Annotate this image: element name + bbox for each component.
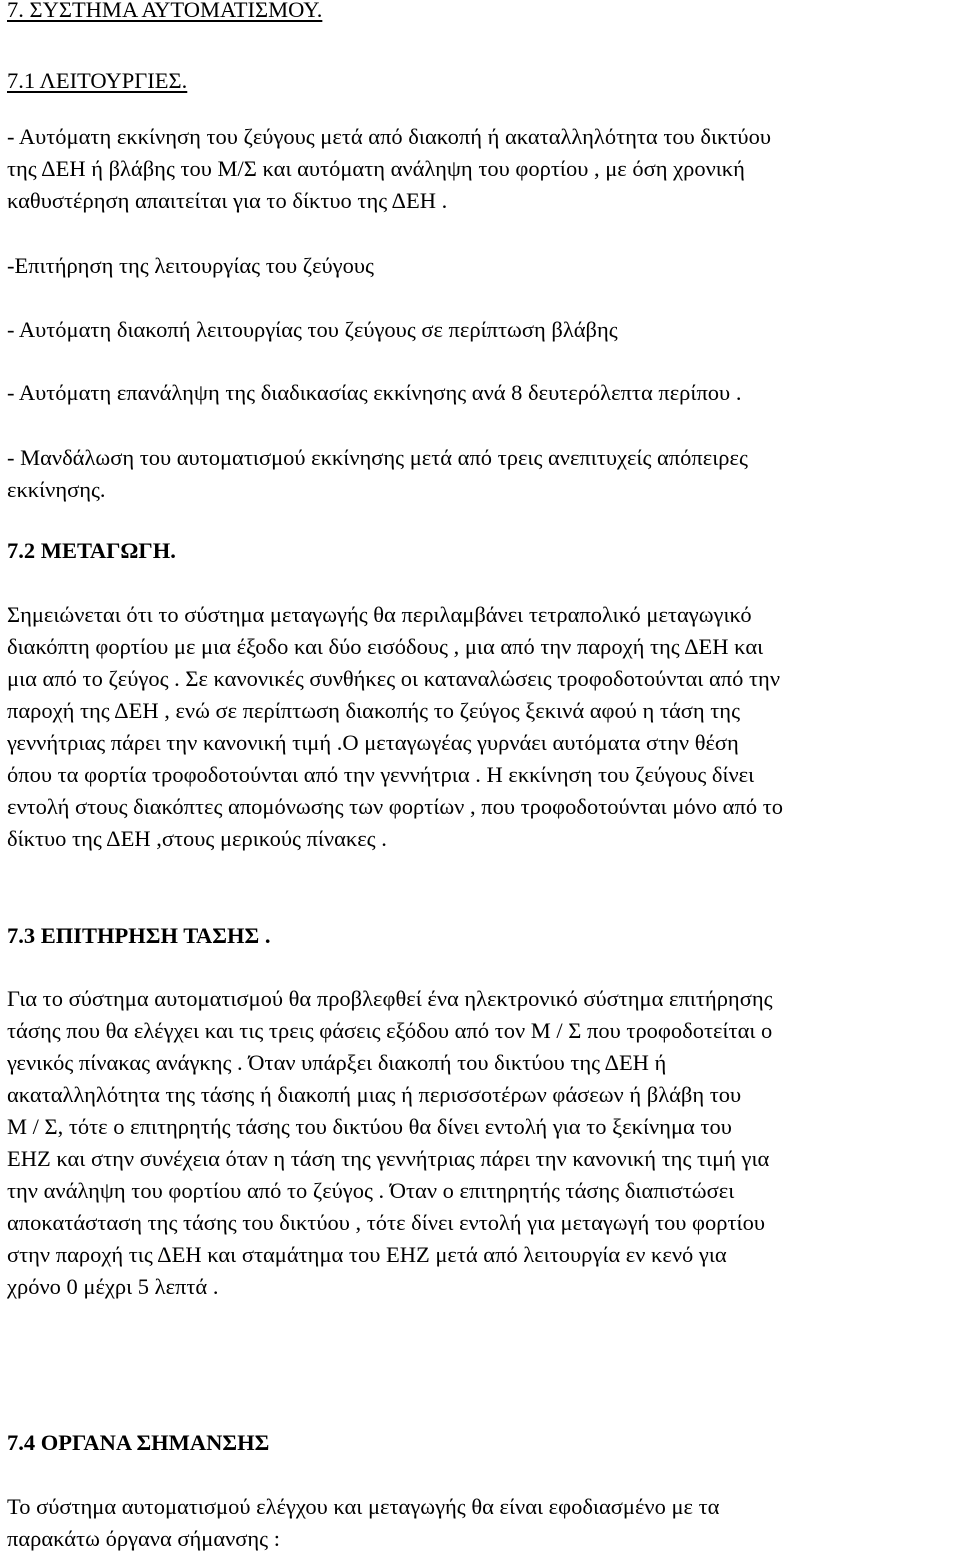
paragraph-7-3-line-3: γενικός πίνακας ανάγκης . Όταν υπάρξει διακοπή του δικτύου της ΔΕΗ ή	[7, 1050, 667, 1075]
paragraph-7-2-line-6: όπου τα φορτία τροφοδοτούνται από την γεννήτρια . Η εκκίνηση του ζεύγους δίνει	[7, 762, 755, 787]
paragraph-7-2-line-3: μια από το ζεύγος . Σε κανονικές συνθήκες οι καταναλώσεις τροφοδοτούνται από την	[7, 666, 780, 691]
item-monitoring: -Επιτήρηση της λειτουργίας του ζεύγους	[7, 253, 374, 278]
paragraph-7-2-line-7: εντολή στους διακόπτες απομόνωσης των φορτίων , που τροφοδοτούνται μόνο από το	[7, 794, 783, 819]
item-lockout-line-2: εκκίνησης.	[7, 477, 106, 502]
paragraph-7-3-line-8: αποκατάσταση της τάσης του δικτύου , τότε δίνει εντολή για μεταγωγή του φορτίου	[7, 1210, 765, 1235]
paragraph-7-2-line-1: Σημειώνεται ότι το σύστημα μεταγωγής θα περιλαμβάνει τετραπολικό μεταγωγικό	[7, 602, 752, 627]
item-auto-start-line-1: - Αυτόματη εκκίνηση του ζεύγους μετά από διακοπή ή ακαταλληλότητα του δικτύου	[7, 124, 771, 149]
paragraph-7-3-line-7: την ανάληψη του φορτίου από το ζεύγος . Όταν ο επιτηρητής τάσης διαπιστώσει	[7, 1178, 735, 1203]
section-heading-7-1: 7.1 ΛΕΙΤΟΥΡΓΙΕΣ.	[7, 68, 188, 93]
item-auto-start-line-3: καθυστέρηση απαιτείται για το δίκτυο της ΔΕΗ .	[7, 188, 448, 213]
paragraph-7-2-line-4: παροχή της ΔΕΗ , ενώ σε περίπτωση διακοπής το ζεύγος ξεκινά αφού η τάση της	[7, 698, 740, 723]
paragraph-7-3-line-1: Για το σύστημα αυτοματισμού θα προβλεφθεί ένα ηλεκτρονικό σύστημα επιτήρησης	[7, 986, 773, 1011]
item-auto-repeat: - Αυτόματη επανάληψη της διαδικασίας εκκίνησης ανά 8 δευτερόλεπτα περίπου .	[7, 380, 742, 405]
item-lockout-line-1: - Μανδάλωση του αυτοματισμού εκκίνησης μετά από τρεις ανεπιτυχείς απόπειρες	[7, 445, 748, 470]
paragraph-7-2-line-2: διακόπτη φορτίου με μια έξοδο και δύο εισόδους , μια από την παροχή της ΔΕΗ και	[7, 634, 764, 659]
paragraph-7-3-line-2: τάσης που θα ελέγχει και τις τρεις φάσεις εξόδου από τον Μ / Σ που τροφοδοτείται ο	[7, 1018, 773, 1043]
paragraph-7-3-line-10: χρόνο 0 μέχρι 5 λεπτά .	[7, 1274, 219, 1299]
paragraph-7-3-line-6: ΕΗΖ και στην συνέχεια όταν η τάση της γεννήτριας πάρει την κανονική της τιμή για	[7, 1146, 770, 1171]
paragraph-7-3-line-4: ακαταλληλότητα της τάσης ή διακοπή μιας ή περισσοτέρων φάσεων ή βλάβη του	[7, 1082, 742, 1107]
paragraph-7-3-line-5: Μ / Σ, τότε ο επιτηρητής τάσης του δικτύου θα δίνει εντολή για το ξεκίνημα του	[7, 1114, 732, 1139]
paragraph-7-2-line-8: δίκτυο της ΔΕΗ ,στους μερικούς πίνακες .	[7, 826, 387, 851]
item-auto-stop: - Αυτόματη διακοπή λειτουργίας του ζεύγους σε περίπτωση βλάβης	[7, 317, 618, 342]
section-heading-7-4: 7.4 ΟΡΓΑΝΑ ΣΗΜΑΝΣΗΣ	[7, 1430, 270, 1455]
chapter-heading: 7. ΣΥΣΤΗΜΑ ΑΥΤΟΜΑΤΙΣΜΟΥ.	[7, 0, 323, 22]
paragraph-7-4-line-1: Το σύστημα αυτοματισμού ελέγχου και μεταγωγής θα είναι εφοδιασμένο με τα	[7, 1494, 720, 1519]
paragraph-7-2-line-5: γεννήτριας πάρει την κανονική τιμή .Ο μεταγωγέας γυρνάει αυτόματα στην θέση	[7, 730, 739, 755]
section-heading-7-2: 7.2 ΜΕΤΑΓΩΓΗ.	[7, 538, 176, 563]
paragraph-7-3-line-9: στην παροχή τις ΔΕΗ και σταμάτημα του ΕΗΖ μετά από λειτουργία εν κενό για	[7, 1242, 727, 1267]
paragraph-7-4-line-2: παρακάτω όργανα σήμανσης :	[7, 1526, 280, 1551]
item-auto-start-line-2: της ΔΕΗ ή βλάβης του Μ/Σ και αυτόματη ανάληψη του φορτίου , με όση χρονική	[7, 156, 745, 181]
section-heading-7-3: 7.3 ΕΠΙΤΗΡΗΣΗ ΤΑΣΗΣ .	[7, 923, 271, 948]
